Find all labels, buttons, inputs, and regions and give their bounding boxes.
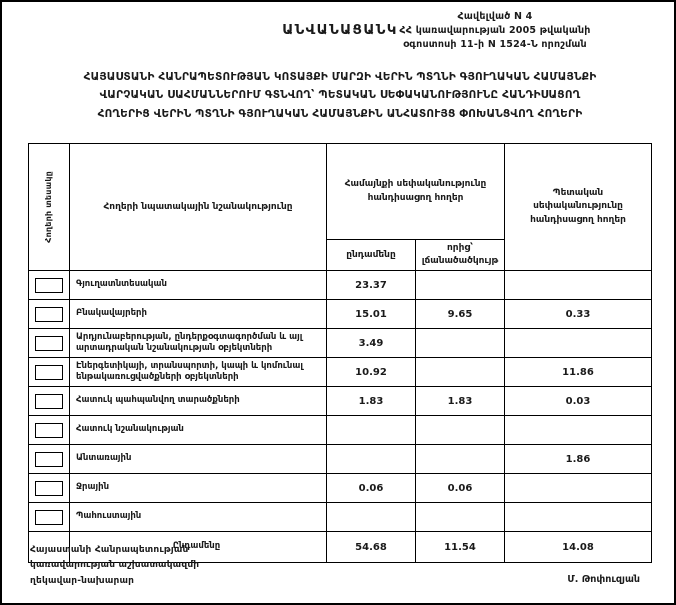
row-value-total: 15.01: [327, 300, 416, 329]
reference-line-1: Հավելված N 4: [457, 11, 533, 22]
row-value-state: [505, 329, 652, 358]
row-value-state: 0.33: [505, 300, 652, 329]
table-row: [29, 474, 652, 503]
row-value-total: 10.92: [327, 358, 416, 387]
subtitle-line-3: ՀՈՂԵՐԻՑ ՎԵՐԻՆ ՊՏՂՆԻ ԳՅՈՒՂԱԿԱՆ ՀԱՄԱՅՆՔԻՆ ԱՆՀԱՏՈՒՅՑ ՓՈԽԱՆՑՎՈՂ ՀՈՂԵՐԻ: [97, 107, 583, 120]
signatory-line-3: ղեկավար-նախարար: [30, 575, 135, 586]
table-body: [29, 271, 652, 563]
table-row: [29, 300, 652, 329]
row-value-of-which: [416, 271, 505, 300]
row-label: Արդյունաբերության, ընդերքօգտագործման և այլ արտադրական նշանակության օբյեկտների: [70, 329, 327, 358]
row-label: Հատուկ նշանակության: [70, 416, 327, 445]
row-value-total: 1.83: [327, 387, 416, 416]
row-label: Հատուկ պահպանվող տարածքների: [70, 387, 327, 416]
row-value-of-which: 1.83: [416, 387, 505, 416]
row-value-of-which: 9.65: [416, 300, 505, 329]
table-row: [29, 387, 652, 416]
subtitle-line-1: ՀԱՅԱՍՏԱՆԻ ՀԱՆՐԱՊԵՏՈՒԹՅԱՆ ԿՈՏԱՅՔԻ ՄԱՐԶԻ ՎԵՐԻՆ ՊՏՂՆԻ ԳՅՈՒՂԱԿԱՆ ՀԱՄԱՅՆՔԻ: [83, 71, 597, 83]
row-checkbox-cell[interactable]: [29, 474, 70, 503]
checkbox[interactable]: [35, 510, 63, 525]
checkbox[interactable]: [35, 452, 63, 467]
reference-line-3: օգոստոսի 11-ի N 1524-Ն որոշման: [403, 38, 587, 50]
column-header-community-group: Համայնքի սեփականությունը հանդիսացող հողեր: [327, 144, 505, 240]
checkbox[interactable]: [35, 481, 63, 496]
row-value-state: 11.86: [505, 358, 652, 387]
checkbox[interactable]: [35, 394, 63, 409]
land-table-container: [28, 143, 652, 563]
table-row: [29, 329, 652, 358]
row-value-state: 1.86: [505, 445, 652, 474]
row-checkbox-cell[interactable]: [29, 445, 70, 474]
row-label: Անտառային: [70, 445, 327, 474]
signature-name: Մ. Թոփուզյան: [567, 574, 640, 585]
row-value-total: [327, 416, 416, 445]
row-value-state: [505, 416, 652, 445]
table-row: [29, 358, 652, 387]
column-header-of-which: որից՝ լճանածածկույթ: [416, 240, 505, 271]
document-subtitle: [2, 68, 676, 123]
row-value-total: 23.37: [327, 271, 416, 300]
row-checkbox-cell[interactable]: [29, 358, 70, 387]
table-row: [29, 503, 652, 532]
page-title: ԱՆՎԱՆԱՑԱՆԿ: [282, 22, 398, 38]
checkbox[interactable]: [35, 278, 63, 293]
row-label: Պահուստային: [70, 503, 327, 532]
column-header-land-type-label: Հողերի տեսակը: [44, 171, 54, 243]
checkbox[interactable]: [35, 365, 63, 380]
row-checkbox-cell[interactable]: [29, 300, 70, 329]
row-value-total: 3.49: [327, 329, 416, 358]
total-label: Ընդամենը: [70, 532, 327, 563]
subtitle-line-2: ՎԱՐՉԱԿԱՆ ՍԱՀՄԱՆՆԵՐՈՒՄ ԳՏՆՎՈՂ՝ ՊԵՏԱԿԱՆ ՍԵՓԱԿԱՆՈՒԹՅՈՒՆԸ ՀԱՆԴԻՍԱՑՈՂ: [99, 89, 581, 102]
row-value-total: [327, 445, 416, 474]
row-checkbox-cell[interactable]: [29, 271, 70, 300]
row-label: Էներգետիկայի, տրանսպորտի, կապի և կոմունալ ենթակառուցվածքների օբյեկտների: [70, 358, 327, 387]
row-value-state: [505, 503, 652, 532]
checkbox[interactable]: [35, 307, 63, 322]
column-header-land-type: [29, 144, 70, 271]
row-label: Գյուղատնտեսական: [70, 271, 327, 300]
row-value-of-which: [416, 445, 505, 474]
row-checkbox-cell[interactable]: [29, 329, 70, 358]
table-row: [29, 445, 652, 474]
row-value-of-which: [416, 416, 505, 445]
row-value-total: [327, 503, 416, 532]
row-label: Ջրային: [70, 474, 327, 503]
total-value-state: 14.08: [505, 532, 652, 563]
table-row: [29, 416, 652, 445]
row-value-of-which: 0.06: [416, 474, 505, 503]
table-row: [29, 271, 652, 300]
row-value-total: 0.06: [327, 474, 416, 503]
column-header-state-owned: Պետական սեփականությունը հանդիսացող հողեր: [505, 144, 652, 271]
row-checkbox-cell[interactable]: [29, 387, 70, 416]
column-header-total: ընդամենը: [327, 240, 416, 271]
total-value-total: 54.68: [327, 532, 416, 563]
signatory-line-2: կառավարության աշխատակազմի: [30, 560, 200, 571]
total-value-of-which: 11.54: [416, 532, 505, 563]
row-label: Բնակավայրերի: [70, 300, 327, 329]
table-header-row-1: [29, 144, 652, 240]
row-value-state: [505, 474, 652, 503]
checkbox[interactable]: [35, 336, 63, 351]
row-checkbox-cell[interactable]: [29, 503, 70, 532]
row-value-of-which: [416, 329, 505, 358]
row-checkbox-cell[interactable]: [29, 416, 70, 445]
row-value-of-which: [416, 503, 505, 532]
reference-line-2: ՀՀ կառավարության 2005 թվականի: [399, 24, 591, 36]
row-value-state: [505, 271, 652, 300]
signatory-line-1: Հայաստանի Հանրապետության: [30, 545, 189, 556]
checkbox[interactable]: [35, 423, 63, 438]
signatory-block: [30, 543, 199, 589]
land-table: [28, 143, 652, 563]
table-head: [29, 144, 652, 271]
column-header-purpose: Հողերի նպատակային նշանակությունը: [70, 144, 327, 271]
row-value-of-which: [416, 358, 505, 387]
row-value-state: 0.03: [505, 387, 652, 416]
